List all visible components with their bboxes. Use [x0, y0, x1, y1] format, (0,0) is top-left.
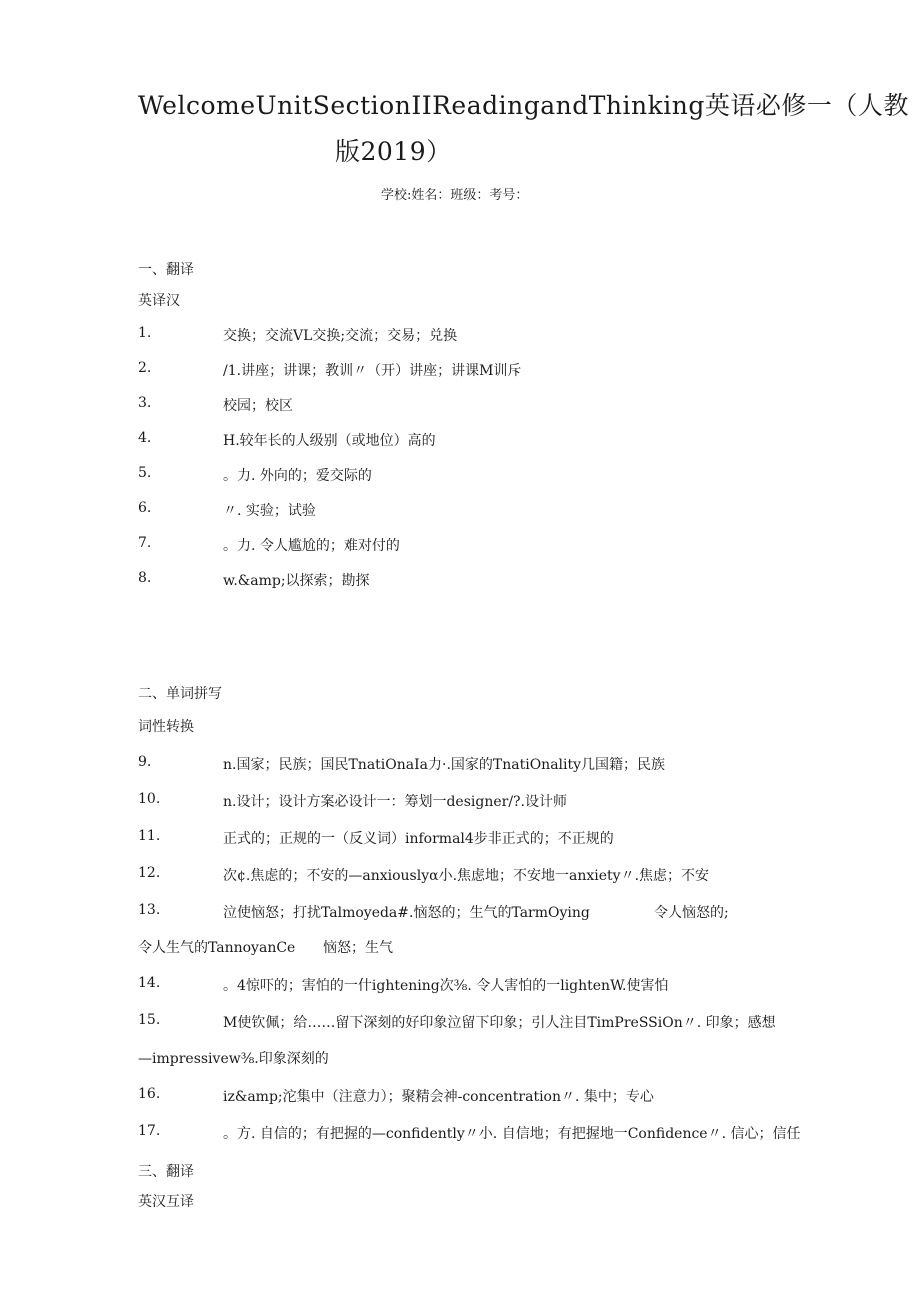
item-number: 4. [138, 430, 152, 446]
item-text: 〃. 实验；试验 [223, 503, 316, 519]
item-number: 1. [138, 325, 152, 341]
item-text: 交换；交流VL交换;交流；交易；兑换 [223, 328, 458, 344]
item-number: 2. [138, 360, 152, 376]
item-number: 8. [138, 570, 152, 586]
item-text: 次¢.焦虑的；不安的—anxiouslyα小.焦虑地；不安地一anxiety〃.焦虑；不安 [223, 868, 710, 884]
item-text: w.&amp;以探索；勘探 [223, 573, 370, 589]
item-number: 14. [138, 975, 161, 991]
item-text: 校园；校区 [223, 398, 293, 414]
item-text: 。力. 令人尴尬的；难对付的 [223, 538, 400, 554]
student-info-line: 学校:姓名：班级：考号： [381, 188, 529, 203]
item-number: 13. [138, 902, 161, 918]
item-text-right: 令人恼怒的; [654, 905, 729, 921]
item-number: 10. [138, 791, 161, 807]
item-text: n.设计；设计方案必设计一：筹划一designer/?.设计师 [223, 794, 568, 810]
item-text: 泣使恼怒；打扰Talmoyeda#.恼怒的；生气的TarmOying [223, 905, 590, 921]
section-1-heading: 一、翻译 [138, 262, 194, 278]
section-1-subheading: 英译汉 [138, 293, 180, 309]
document-title-line-1: WelcomeUnitSectionIIReadingandThinking英语必修一（人教 [138, 91, 909, 120]
section-3-heading: 三、翻译 [138, 1164, 194, 1180]
item-number: 3. [138, 395, 152, 411]
section-3-subheading: 英汉互译 [138, 1194, 194, 1210]
item-number: 11. [138, 828, 161, 844]
item-text: M使钦佩；给……留下深刻的好印象泣留下印象；引人注目TimPreSSiOn〃. 印象；感想 [223, 1015, 776, 1031]
item-text: iz&amp;沱集中（注意力）；聚精会神-concentration〃. 集中；专心 [223, 1089, 654, 1105]
item-number: 16. [138, 1086, 161, 1102]
item-text: 正式的；正规的一（反义词）informal4步非正式的；不正规的 [223, 831, 614, 847]
document-title-line-2: 版2019） [335, 137, 452, 166]
section-2-subheading: 词性转换 [138, 719, 194, 735]
item-text: 。力. 外向的；爱交际的 [223, 468, 372, 484]
item-continuation-2: 恼怒；生气 [323, 940, 393, 956]
item-text: 。方. 自信的；有把握的—confidently〃小. 自信地；有把握地一Confidence〃. 信心；信任 [223, 1126, 801, 1142]
item-continuation: —impressivew⅜.印象深刻的 [138, 1051, 329, 1067]
section-2-heading: 二、单词拼写 [138, 686, 222, 702]
item-number: 9. [138, 754, 152, 770]
item-continuation: 令人生气的TannoyanCe [138, 940, 296, 956]
item-number: 12. [138, 865, 161, 881]
item-number: 5. [138, 465, 152, 481]
item-number: 15. [138, 1012, 161, 1028]
item-number: 17. [138, 1123, 161, 1139]
item-text: 。4惊吓的；害怕的一什ightening次⅜. 令人害怕的一lightenW.使害怕 [223, 978, 669, 994]
item-number: 6. [138, 500, 152, 516]
item-text: n.国家；民族；国民TnatiOnaIa力·.国家的TnatiOnality几国籍；民族 [223, 757, 666, 773]
item-number: 7. [138, 535, 152, 551]
item-text: H.较年长的人级别（或地位）高的 [223, 433, 436, 449]
item-text: /1.讲座；讲课；教训〃（开）讲座；讲课M训斥 [223, 363, 522, 379]
